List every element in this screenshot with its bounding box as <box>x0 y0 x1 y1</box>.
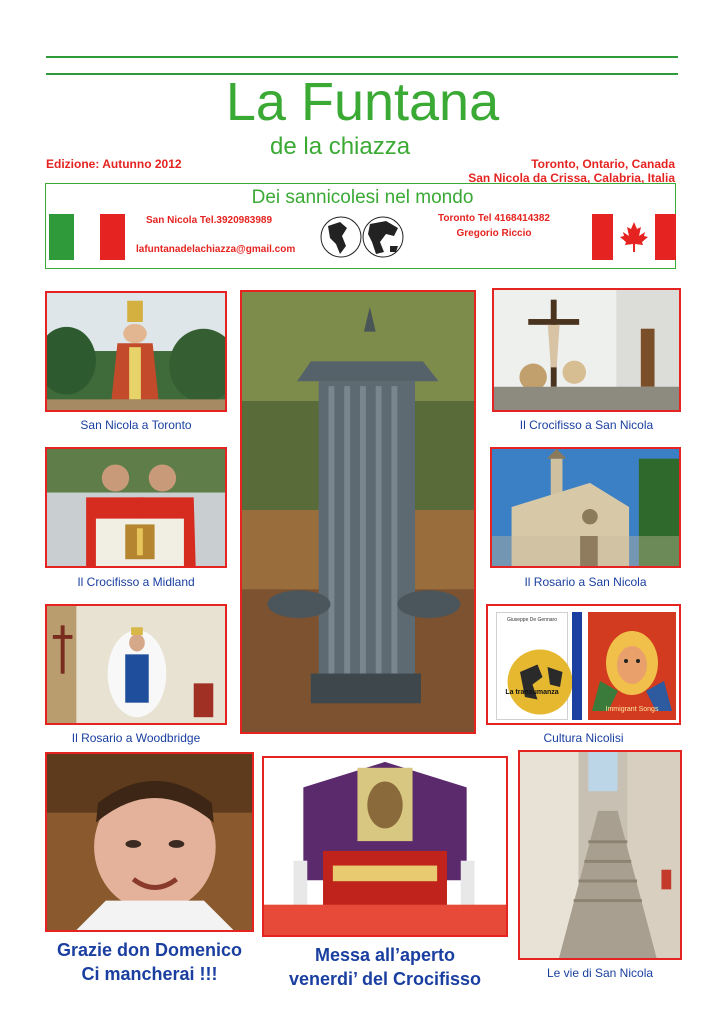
caption-crocifisso-midland: Il Crocifisso a Midland <box>77 575 195 589</box>
photo-cultura-nicolisi <box>486 604 681 725</box>
italy-flag-icon <box>49 214 125 260</box>
location-line-2: San Nicola da Crissa, Calabria, Italia <box>468 171 675 185</box>
caption-rosario-woodbridge: Il Rosario a Woodbridge <box>71 731 201 745</box>
edition-label: Edizione: Autunno 2012 <box>46 157 182 171</box>
newspaper-subtitle: de la chiazza <box>270 133 411 160</box>
contact-name: Gregorio Riccio <box>456 228 532 239</box>
photo-don-domenico <box>45 752 254 932</box>
caption-rosario-san-nicola: Il Rosario a San Nicola <box>524 575 647 589</box>
photo-crocifisso-san-nicola <box>492 288 681 412</box>
book-cover-immigrant-songs <box>588 612 676 720</box>
book-author: Giuseppe De Gennaro <box>506 617 558 623</box>
world-map-icon <box>320 212 404 262</box>
top-rule-1 <box>46 56 678 58</box>
contact-box-heading: Dei sannicolesi nel mondo <box>251 187 474 208</box>
toronto-phone: Toronto Tel 4168414382 <box>438 213 550 224</box>
book-title-immigrant-songs: Immigrant Songs <box>605 706 659 713</box>
photo-fountain <box>240 290 476 734</box>
caption-messa-line-2: venerdi’ del Crocifisso <box>288 969 482 989</box>
photo-messa-aperto <box>262 756 508 937</box>
book-spine <box>572 612 582 720</box>
photo-rosario-woodbridge <box>45 604 227 725</box>
canada-flag-icon <box>592 214 676 260</box>
photo-crocifisso-midland <box>45 447 227 568</box>
caption-san-nicola-toronto: San Nicola a Toronto <box>80 418 192 432</box>
caption-domenico-line-1: Grazie don Domenico <box>56 940 243 960</box>
book-cover-transumanza <box>496 612 568 720</box>
caption-crocifisso-san-nicola: Il Crocifisso a San Nicola <box>519 418 654 432</box>
san-nicola-phone: San Nicola Tel.3920983989 <box>146 215 273 226</box>
book-title-transumanza: La transumanza <box>505 689 559 696</box>
caption-le-vie: Le vie di San Nicola <box>546 966 654 980</box>
photo-rosario-san-nicola <box>490 447 681 568</box>
location-line-1: Toronto, Ontario, Canada <box>531 157 675 171</box>
caption-cultura-nicolisi: Cultura Nicolisi <box>543 731 624 745</box>
photo-san-nicola-toronto <box>45 291 227 412</box>
newspaper-title: La Funtana <box>225 72 500 132</box>
caption-domenico-line-2: Ci mancherai !!! <box>81 964 218 984</box>
photo-le-vie <box>518 750 682 960</box>
contact-email[interactable]: lafuntanadelachiazza@gmail.com <box>136 244 296 255</box>
caption-messa-line-1: Messa all’aperto <box>314 945 456 965</box>
